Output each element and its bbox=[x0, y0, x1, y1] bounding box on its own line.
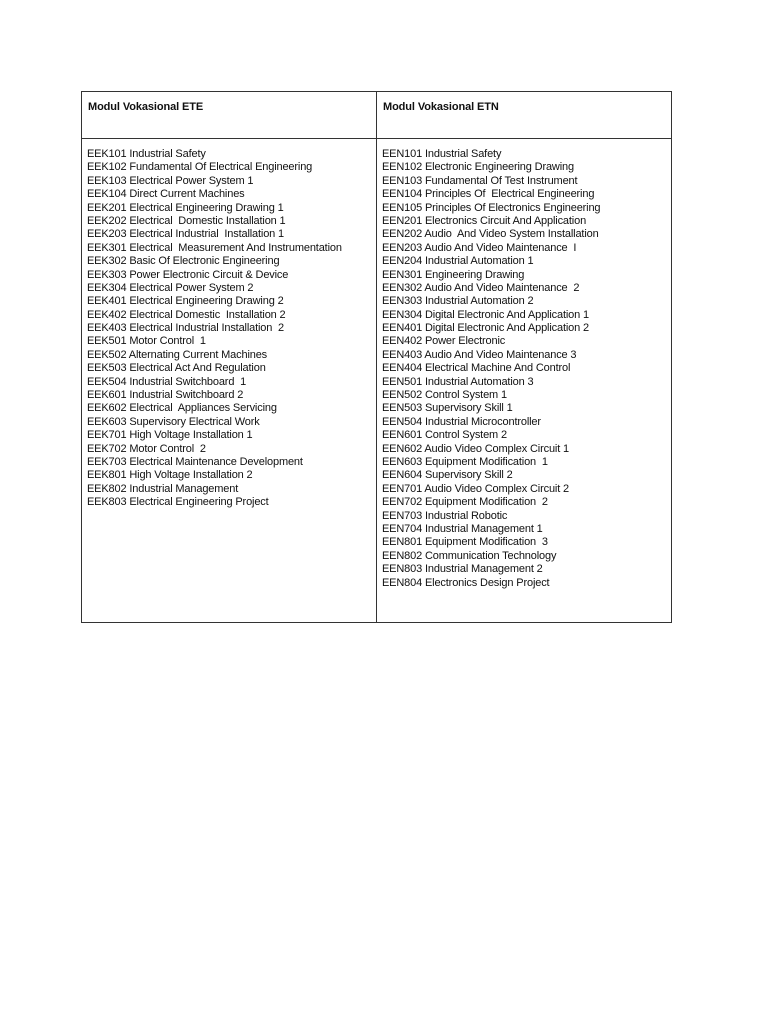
list-item: EEK503 Electrical Act And Regulation bbox=[87, 362, 266, 375]
list-item: EEK504 Industrial Switchboard 1 bbox=[87, 375, 247, 388]
list-item: EEK101 Industrial Safety bbox=[87, 148, 206, 160]
list-item: EEK703 Electrical Maintenance Development bbox=[87, 455, 303, 468]
list-item: EEN103 Fundamental Of Test Instrument bbox=[382, 174, 578, 187]
module-list-ete bbox=[82, 139, 376, 510]
header-cell-ete bbox=[82, 92, 377, 139]
list-item: EEN401 Digital Electronic And Application 2 bbox=[382, 322, 589, 335]
list-item: EEK303 Power Electronic Circuit & Device bbox=[87, 268, 289, 281]
list-item: EEN704 Industrial Management 1 bbox=[382, 522, 543, 535]
list-item: EEN503 Supervisory Skill 1 bbox=[382, 402, 513, 415]
list-item: EEK702 Motor Control 2 bbox=[87, 442, 206, 455]
list-item: EEN104 Principles Of Electrical Engineering bbox=[382, 188, 595, 201]
header-ete: Modul Vokasional ETE bbox=[88, 101, 204, 113]
list-item: EEK302 Basic Of Electronic Engineering bbox=[87, 255, 280, 268]
list-item: EEK802 Industrial Management bbox=[87, 482, 239, 495]
list-item: EEN302 Audio And Video Maintenance 2 bbox=[382, 281, 580, 294]
list-item: EEN502 Control System 1 bbox=[382, 389, 507, 402]
list-item: EEN201 Electronics Circuit And Application bbox=[382, 214, 587, 227]
body-cell-ete bbox=[82, 139, 377, 622]
list-item: EEN101 Industrial Safety bbox=[382, 148, 502, 160]
list-item: EEK304 Electrical Power System 2 bbox=[87, 281, 254, 294]
module-table bbox=[81, 91, 672, 623]
header-cell-etn bbox=[377, 92, 671, 139]
list-item: EEN802 Communication Technology bbox=[382, 549, 557, 562]
list-item: EEN601 Control System 2 bbox=[382, 429, 507, 442]
list-item: EEN603 Equipment Modification 1 bbox=[382, 455, 548, 468]
list-item: EEN105 Principles Of Electronics Engineering bbox=[382, 201, 601, 214]
module-list-etn bbox=[377, 139, 671, 590]
list-item: EEN301 Engineering Drawing bbox=[382, 268, 525, 281]
list-item: EEN402 Power Electronic bbox=[382, 335, 506, 348]
list-item: EEK602 Electrical Appliances Servicing bbox=[87, 402, 277, 415]
list-item: EEK102 Fundamental Of Electrical Engineering bbox=[87, 161, 313, 174]
list-item: EEK501 Motor Control 1 bbox=[87, 335, 206, 348]
list-item: EEK401 Electrical Engineering Drawing 2 bbox=[87, 295, 284, 308]
list-item: EEN701 Audio Video Complex Circuit 2 bbox=[382, 482, 570, 495]
header-etn: Modul Vokasional ETN bbox=[383, 101, 499, 113]
list-item: EEK402 Electrical Domestic Installation 2 bbox=[87, 308, 286, 321]
list-item: EEN703 Industrial Robotic bbox=[382, 509, 508, 522]
list-item: EEK603 Supervisory Electrical Work bbox=[87, 415, 260, 428]
list-item: EEN304 Digital Electronic And Application 1 bbox=[382, 308, 589, 321]
list-item: EEK403 Electrical Industrial Installation 2 bbox=[87, 322, 285, 335]
list-item: EEK301 Electrical Measurement And Instrumentation bbox=[87, 241, 342, 254]
list-item: EEN602 Audio Video Complex Circuit 1 bbox=[382, 442, 570, 455]
list-item: EEN202 Audio And Video System Installation bbox=[382, 228, 599, 241]
list-item: EEN804 Electronics Design Project bbox=[382, 576, 550, 589]
list-item: EEK201 Electrical Engineering Drawing 1 bbox=[87, 201, 284, 214]
list-item: EEN702 Equipment Modification 2 bbox=[382, 496, 548, 509]
list-item: EEK801 High Voltage Installation 2 bbox=[87, 469, 253, 482]
list-item: EEN102 Electronic Engineering Drawing bbox=[382, 161, 574, 174]
list-item: EEN204 Industrial Automation 1 bbox=[382, 255, 534, 268]
list-item: EEN801 Equipment Modification 3 bbox=[382, 536, 548, 549]
list-item: EEK803 Electrical Engineering Project bbox=[87, 496, 269, 509]
list-item: EEN803 Industrial Management 2 bbox=[382, 563, 543, 576]
list-item: EEN501 Industrial Automation 3 bbox=[382, 375, 534, 388]
list-item: EEK701 High Voltage Installation 1 bbox=[87, 429, 253, 442]
list-item: EEN403 Audio And Video Maintenance 3 bbox=[382, 348, 577, 361]
list-item: EEN404 Electrical Machine And Control bbox=[382, 362, 571, 375]
list-item: EEN504 Industrial Microcontroller bbox=[382, 415, 541, 428]
list-item: EEK502 Alternating Current Machines bbox=[87, 348, 268, 361]
list-item: EEK601 Industrial Switchboard 2 bbox=[87, 389, 244, 402]
list-item: EEK202 Electrical Domestic Installation 1 bbox=[87, 214, 286, 227]
list-item: EEN203 Audio And Video Maintenance I bbox=[382, 241, 577, 254]
list-item: EEN303 Industrial Automation 2 bbox=[382, 295, 534, 308]
list-item: EEK203 Electrical Industrial Installation 1 bbox=[87, 228, 285, 241]
list-item: EEK103 Electrical Power System 1 bbox=[87, 174, 254, 187]
list-item: EEN604 Supervisory Skill 2 bbox=[382, 469, 513, 482]
list-item: EEK104 Direct Current Machines bbox=[87, 188, 245, 201]
body-cell-etn bbox=[377, 139, 671, 622]
